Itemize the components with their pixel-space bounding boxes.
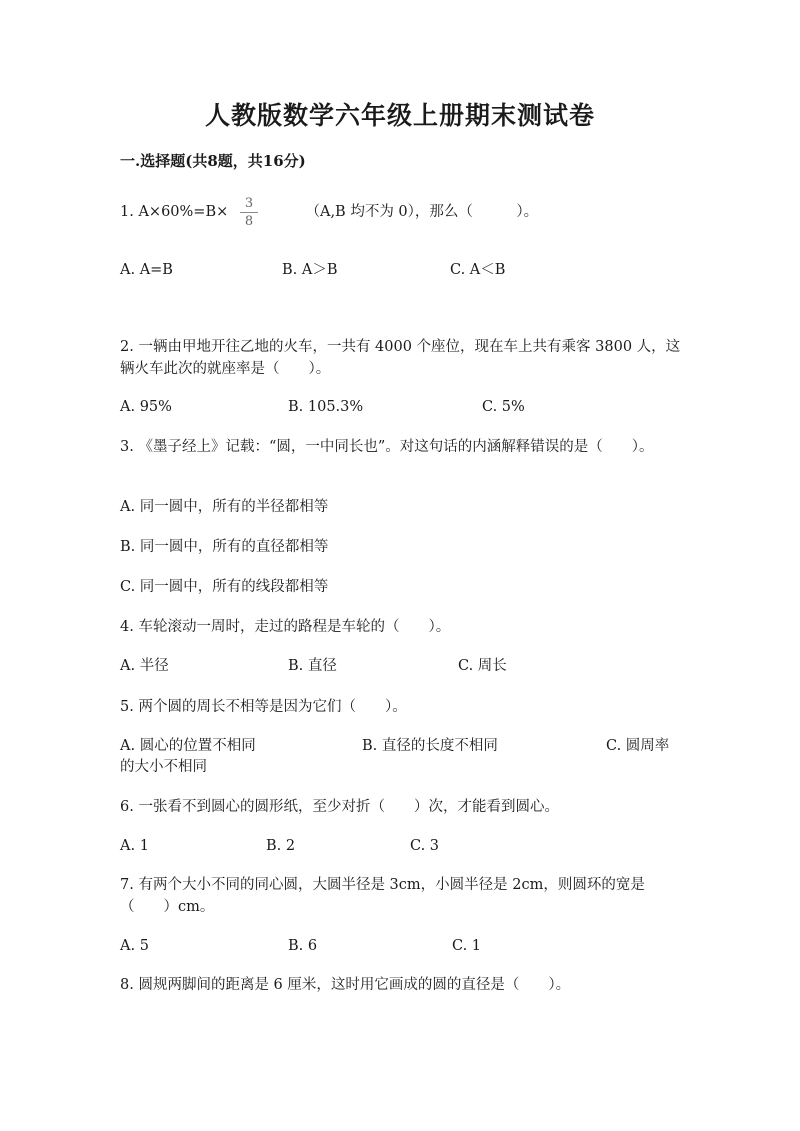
question-6-option-b[interactable]: B. 2 (266, 838, 296, 854)
fraction (238, 196, 260, 229)
question-2-option-b[interactable]: B. 105.3% (288, 399, 364, 415)
question-1-stem (120, 201, 690, 223)
question-1-option-b[interactable]: B. A＞B (282, 262, 338, 278)
question-3-option-c[interactable]: C. 同一圆中，所有的线段都相等 (120, 579, 329, 595)
question-4-option-c[interactable]: C. 周长 (458, 658, 507, 674)
question-4-option-a[interactable]: A. 半径 (120, 658, 169, 674)
question-1-option-a[interactable]: A. A=B (120, 262, 173, 278)
question-2-option-a[interactable]: A. 95% (120, 399, 172, 415)
question-7-option-b[interactable]: B. 6 (288, 938, 318, 954)
question-5-option-a[interactable]: A. 圆心的位置不相同 (120, 738, 256, 754)
fraction-bar (240, 212, 258, 213)
question-5-option-c-continued[interactable]: 的大小不相同 (120, 759, 207, 775)
question-7-stem: 7. 有两个大小不同的同心圆，大圆半径是 3cm，小圆半径是 2cm，则圆环的宽是（ ）cm。 (120, 877, 645, 915)
question-4-stem: 4. 车轮滚动一周时，走过的路程是车轮的（ ）。 (120, 619, 451, 635)
question-3-option-a[interactable]: A. 同一圆中，所有的半径都相等 (120, 499, 329, 515)
question-6-option-a[interactable]: A. 1 (120, 838, 149, 854)
question-6-option-c[interactable]: C. 3 (410, 838, 440, 854)
question-1-stem-part-a: 1. A×60%=B× (120, 204, 229, 220)
fraction-denominator: 8 (244, 214, 254, 229)
question-5-option-c[interactable]: C. 圆周率 (606, 738, 670, 754)
question-2-stem: 2. 一辆由甲地开往乙地的火车，一共有 4000 个座位，现在车上共有乘客 3800 人，这辆火车此次的就座率是（ ）。 (120, 339, 681, 377)
question-3-stem: 3. 《墨子经上》记载：“圆，一中同长也”。对这句话的内涵解释错误的是（ ）。 (120, 439, 654, 455)
question-1-option-c[interactable]: C. A＜B (450, 262, 506, 278)
question-5-option-b[interactable]: B. 直径的长度不相同 (362, 738, 498, 754)
question-2-option-c[interactable]: C. 5% (482, 399, 525, 415)
page-title: 人教版数学六年级上册期末测试卷 (204, 101, 595, 130)
question-8-stem: 8. 圆规两脚间的距离是 6 厘米，这时用它画成的圆的直径是（ ）。 (120, 977, 571, 993)
question-1-stem-part-b: （A,B 均不为 0），那么（ ）。 (305, 204, 539, 220)
question-3-option-b[interactable]: B. 同一圆中，所有的直径都相等 (120, 539, 329, 555)
section-heading: 一.选择题(共8题，共16分) (120, 152, 306, 170)
question-4-option-b[interactable]: B. 直径 (288, 658, 337, 674)
question-7-option-c[interactable]: C. 1 (452, 938, 482, 954)
question-7-option-a[interactable]: A. 5 (120, 938, 149, 954)
question-5-stem: 5. 两个圆的周长不相等是因为它们（ ）。 (120, 699, 407, 715)
fraction-numerator: 3 (244, 196, 254, 211)
question-6-stem: 6. 一张看不到圆心的圆形纸，至少对折（ ）次，才能看到圆心。 (120, 799, 559, 815)
